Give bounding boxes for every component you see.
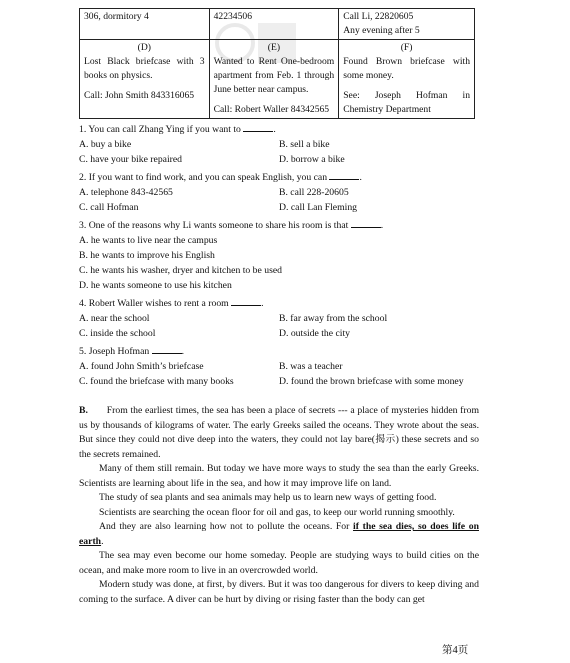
option-d: D. borrow a bike	[279, 154, 345, 165]
option-a: A. found John Smith’s briefcase	[79, 361, 204, 372]
question-stem-tail: .	[380, 220, 384, 231]
option-c: C. found the briefcase with many books	[79, 376, 234, 387]
ad-c-contact: Call Li, 22820605 Any evening after 5	[339, 9, 475, 40]
passage-p5-pre: And they are also learning how not to pollute the oceans. For	[99, 521, 354, 532]
option-b: B. call 228-20605	[279, 187, 349, 198]
question-stem	[79, 217, 484, 233]
ad-e-label: (E)	[267, 42, 281, 53]
option-d: D. call Lan Fleming	[279, 202, 358, 213]
question-stem	[79, 295, 484, 311]
option-b: B. he wants to improve his English	[79, 250, 215, 261]
ads-table	[79, 8, 475, 119]
question-stem-tail: .	[273, 124, 276, 135]
passage-p6: The sea may even become our home someday. People are studying ways to build cities on the ocean, and make more room to live in an overcrowded world.	[79, 550, 479, 576]
question-stem-tail: .	[359, 172, 362, 183]
option-d: D. outside the city	[279, 328, 351, 339]
passage-b	[79, 404, 479, 607]
question-item	[79, 169, 484, 215]
question-stem-text: 5. Joseph Hofman	[79, 346, 150, 357]
question-item	[79, 343, 484, 389]
option-c: C. call Hofman	[79, 202, 139, 213]
option-d: D. he wants someone to use his kitchen	[79, 280, 232, 291]
question-stem-tail: .	[181, 346, 185, 357]
option-b: B. sell a bike	[279, 139, 330, 150]
answer-blank	[152, 343, 182, 354]
option-a: A. he wants to live near the campus	[79, 235, 218, 246]
question-stem	[79, 121, 484, 137]
ad-d-contact: Call: John Smith 843316065	[84, 90, 195, 101]
passage-p3: The study of sea plants and sea animals may help us to learn new ways of getting food.	[99, 492, 437, 503]
question-stem-text: 1. You can call Zhang Ying if you want to	[79, 124, 241, 135]
ads-table-top-row	[80, 9, 475, 40]
ad-f-contact: See: Joseph Hofman in Chemistry Department	[343, 90, 470, 115]
passage-paragraph	[79, 404, 479, 462]
passage-p5-emphasis: if the sea dies, so does life on earth	[79, 521, 479, 547]
option-c: C. he wants his washer, dryer and kitchen to be used	[79, 265, 282, 276]
ad-f-label: (F)	[400, 42, 413, 53]
question-stem-text: 4. Robert Waller wishes to rent a room	[79, 298, 229, 309]
question-item	[79, 121, 484, 167]
ad-c-phone: 42234506	[209, 9, 339, 40]
option-c: C. inside the school	[79, 328, 156, 339]
passage-p1: From the earliest times, the sea has been a place of secrets --- a place of mysteries hidden from us by thousands of kilograms of water. The early Greeks sailed the oceans. They wrote about the seas. But since they could not dive deep into the waters, they could not lay bare(揭示) these secrets and so the secrets remained.	[79, 405, 479, 460]
question-stem-tail: .	[261, 298, 264, 309]
top-header-strip	[0, 0, 570, 6]
passage-p2: Many of them still remain. But today we have more ways to study the sea than the early Greeks. Scientists are learning about life in the sea, and how it may improve life on land.	[79, 463, 479, 489]
ad-c-address: 306, dormitory 4	[80, 9, 210, 40]
answer-blank	[351, 217, 381, 228]
question-stem-text: 3. One of the reasons why Li wants someone to share his room is that	[79, 220, 349, 231]
ad-e-contact: Call: Robert Waller 84342565	[213, 104, 330, 115]
option-a: A. buy a bike	[79, 139, 132, 150]
page-number: 第4页	[442, 645, 469, 656]
option-a: A. near the school	[79, 313, 150, 324]
question-item	[79, 295, 484, 341]
ad-e-body: Wanted to Rent One-bedroom apartment from Feb. 1 through June better near campus.	[213, 56, 335, 95]
document-page	[79, 8, 484, 607]
answer-blank	[243, 121, 273, 132]
question-stem	[79, 169, 484, 185]
passage-paragraph	[79, 520, 479, 549]
ad-d-body: Lost Black briefcase with 3 books on physics.	[84, 56, 205, 81]
question-stem	[79, 343, 484, 359]
passage-p5-post: .	[101, 535, 104, 547]
ads-table-row	[80, 40, 475, 119]
question-stem-text: 2. If you want to find work, and you can speak English, you can	[79, 172, 328, 183]
ad-f	[339, 40, 475, 119]
ad-f-body: Found Brown briefcase with some money.	[343, 56, 470, 81]
option-d: D. found the brown briefcase with some money	[279, 376, 464, 387]
option-b: B. was a teacher	[279, 361, 343, 372]
passage-label: B.	[79, 405, 88, 416]
option-b: B. far away from the school	[279, 313, 388, 324]
ad-d-label: (D)	[137, 42, 151, 53]
option-a: A. telephone 843-42565	[79, 187, 173, 198]
answer-blank	[329, 169, 359, 180]
ad-e	[209, 40, 339, 119]
question-list	[79, 121, 484, 389]
answer-blank	[231, 295, 261, 306]
ad-d	[80, 40, 210, 119]
passage-p4: Scientists are searching the ocean floor for oil and gas, to keep our world running smoothly.	[99, 506, 455, 518]
option-c: C. have your bike repaired	[79, 154, 183, 165]
passage-p7: Modern study was done, at first, by divers. But it was too dangerous for divers to keep diving and coming to the surface. A diver can be hurt by diving or rising faster than the body can get	[79, 579, 479, 605]
question-item	[79, 217, 484, 293]
